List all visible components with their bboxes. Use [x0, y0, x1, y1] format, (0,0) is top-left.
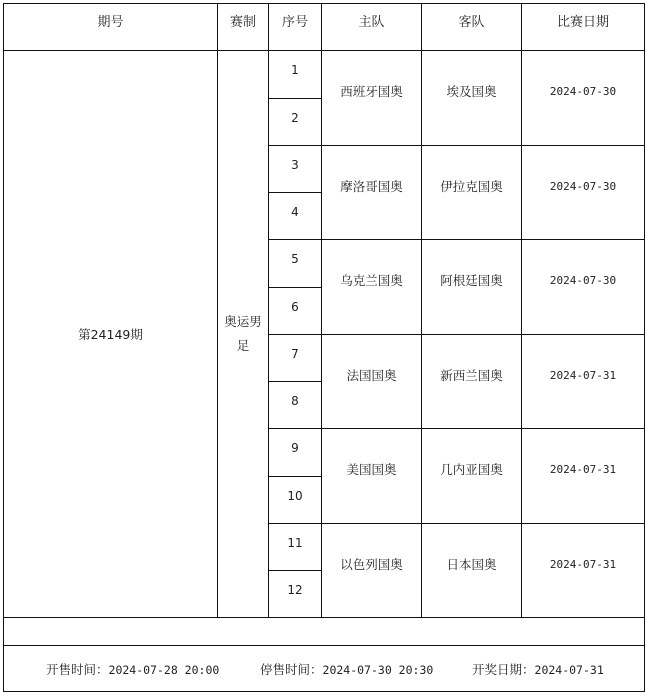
- footer-divider: [4, 645, 644, 646]
- match-date: 2024-07-30: [549, 273, 617, 287]
- seq-number: 2: [291, 111, 299, 125]
- sale-close-time: [260, 660, 433, 678]
- header-format: 赛制: [229, 14, 256, 30]
- sale-info-footer: [4, 647, 646, 691]
- seq-number: 7: [291, 347, 299, 361]
- home-team: 西班牙国奥: [340, 84, 403, 99]
- seq-number: 6: [291, 300, 299, 314]
- match-date: 2024-07-31: [549, 557, 617, 571]
- sale-close-value: 2024-07-30 20:30: [322, 663, 434, 677]
- home-team: 以色列国奥: [340, 557, 403, 572]
- draw-label: 开奖日期：: [472, 662, 535, 677]
- header-away: 客队: [458, 14, 485, 30]
- seq-number: 5: [291, 252, 299, 266]
- table-bottom-divider: [4, 617, 644, 618]
- seq-number: 10: [287, 489, 303, 503]
- header-date: 比赛日期: [556, 14, 609, 30]
- seq-number: 8: [291, 394, 299, 408]
- home-team: 法国国奥: [346, 368, 397, 383]
- away-team: 阿根廷国奥: [440, 273, 503, 288]
- lottery-schedule-table: [3, 3, 645, 692]
- seq-number: 12: [287, 583, 303, 597]
- seq-number: 11: [287, 536, 303, 550]
- sale-open-label: 开售时间：: [46, 662, 109, 677]
- format-value: 奥运男足: [224, 314, 262, 353]
- match-date: 2024-07-31: [549, 462, 617, 476]
- sale-open-time: [46, 660, 219, 678]
- home-team: 摩洛哥国奥: [340, 179, 403, 194]
- match-date: 2024-07-31: [549, 368, 617, 382]
- seq-number: 1: [291, 63, 299, 77]
- match-date: 2024-07-30: [549, 179, 617, 193]
- sale-open-value: 2024-07-28 20:00: [108, 663, 220, 677]
- seq-number: 9: [291, 441, 299, 455]
- away-team: 新西兰国奥: [440, 368, 503, 383]
- seq-number: 3: [291, 158, 299, 172]
- away-team: 埃及国奥: [446, 84, 497, 99]
- away-team: 伊拉克国奥: [440, 179, 503, 194]
- header-period: 期号: [97, 14, 124, 30]
- draw-value: 2024-07-31: [534, 663, 604, 677]
- header-seq: 序号: [281, 14, 308, 30]
- header-home: 主队: [358, 14, 385, 30]
- period-value: 第24149期: [78, 327, 143, 342]
- draw-date: [472, 660, 604, 678]
- away-team: 日本国奥: [446, 557, 497, 572]
- home-team: 乌克兰国奥: [340, 273, 403, 288]
- sale-close-label: 停售时间：: [260, 662, 323, 677]
- home-team: 美国国奥: [346, 462, 397, 477]
- seq-number: 4: [291, 205, 299, 219]
- away-team: 几内亚国奥: [440, 462, 503, 477]
- match-date: 2024-07-30: [549, 84, 617, 98]
